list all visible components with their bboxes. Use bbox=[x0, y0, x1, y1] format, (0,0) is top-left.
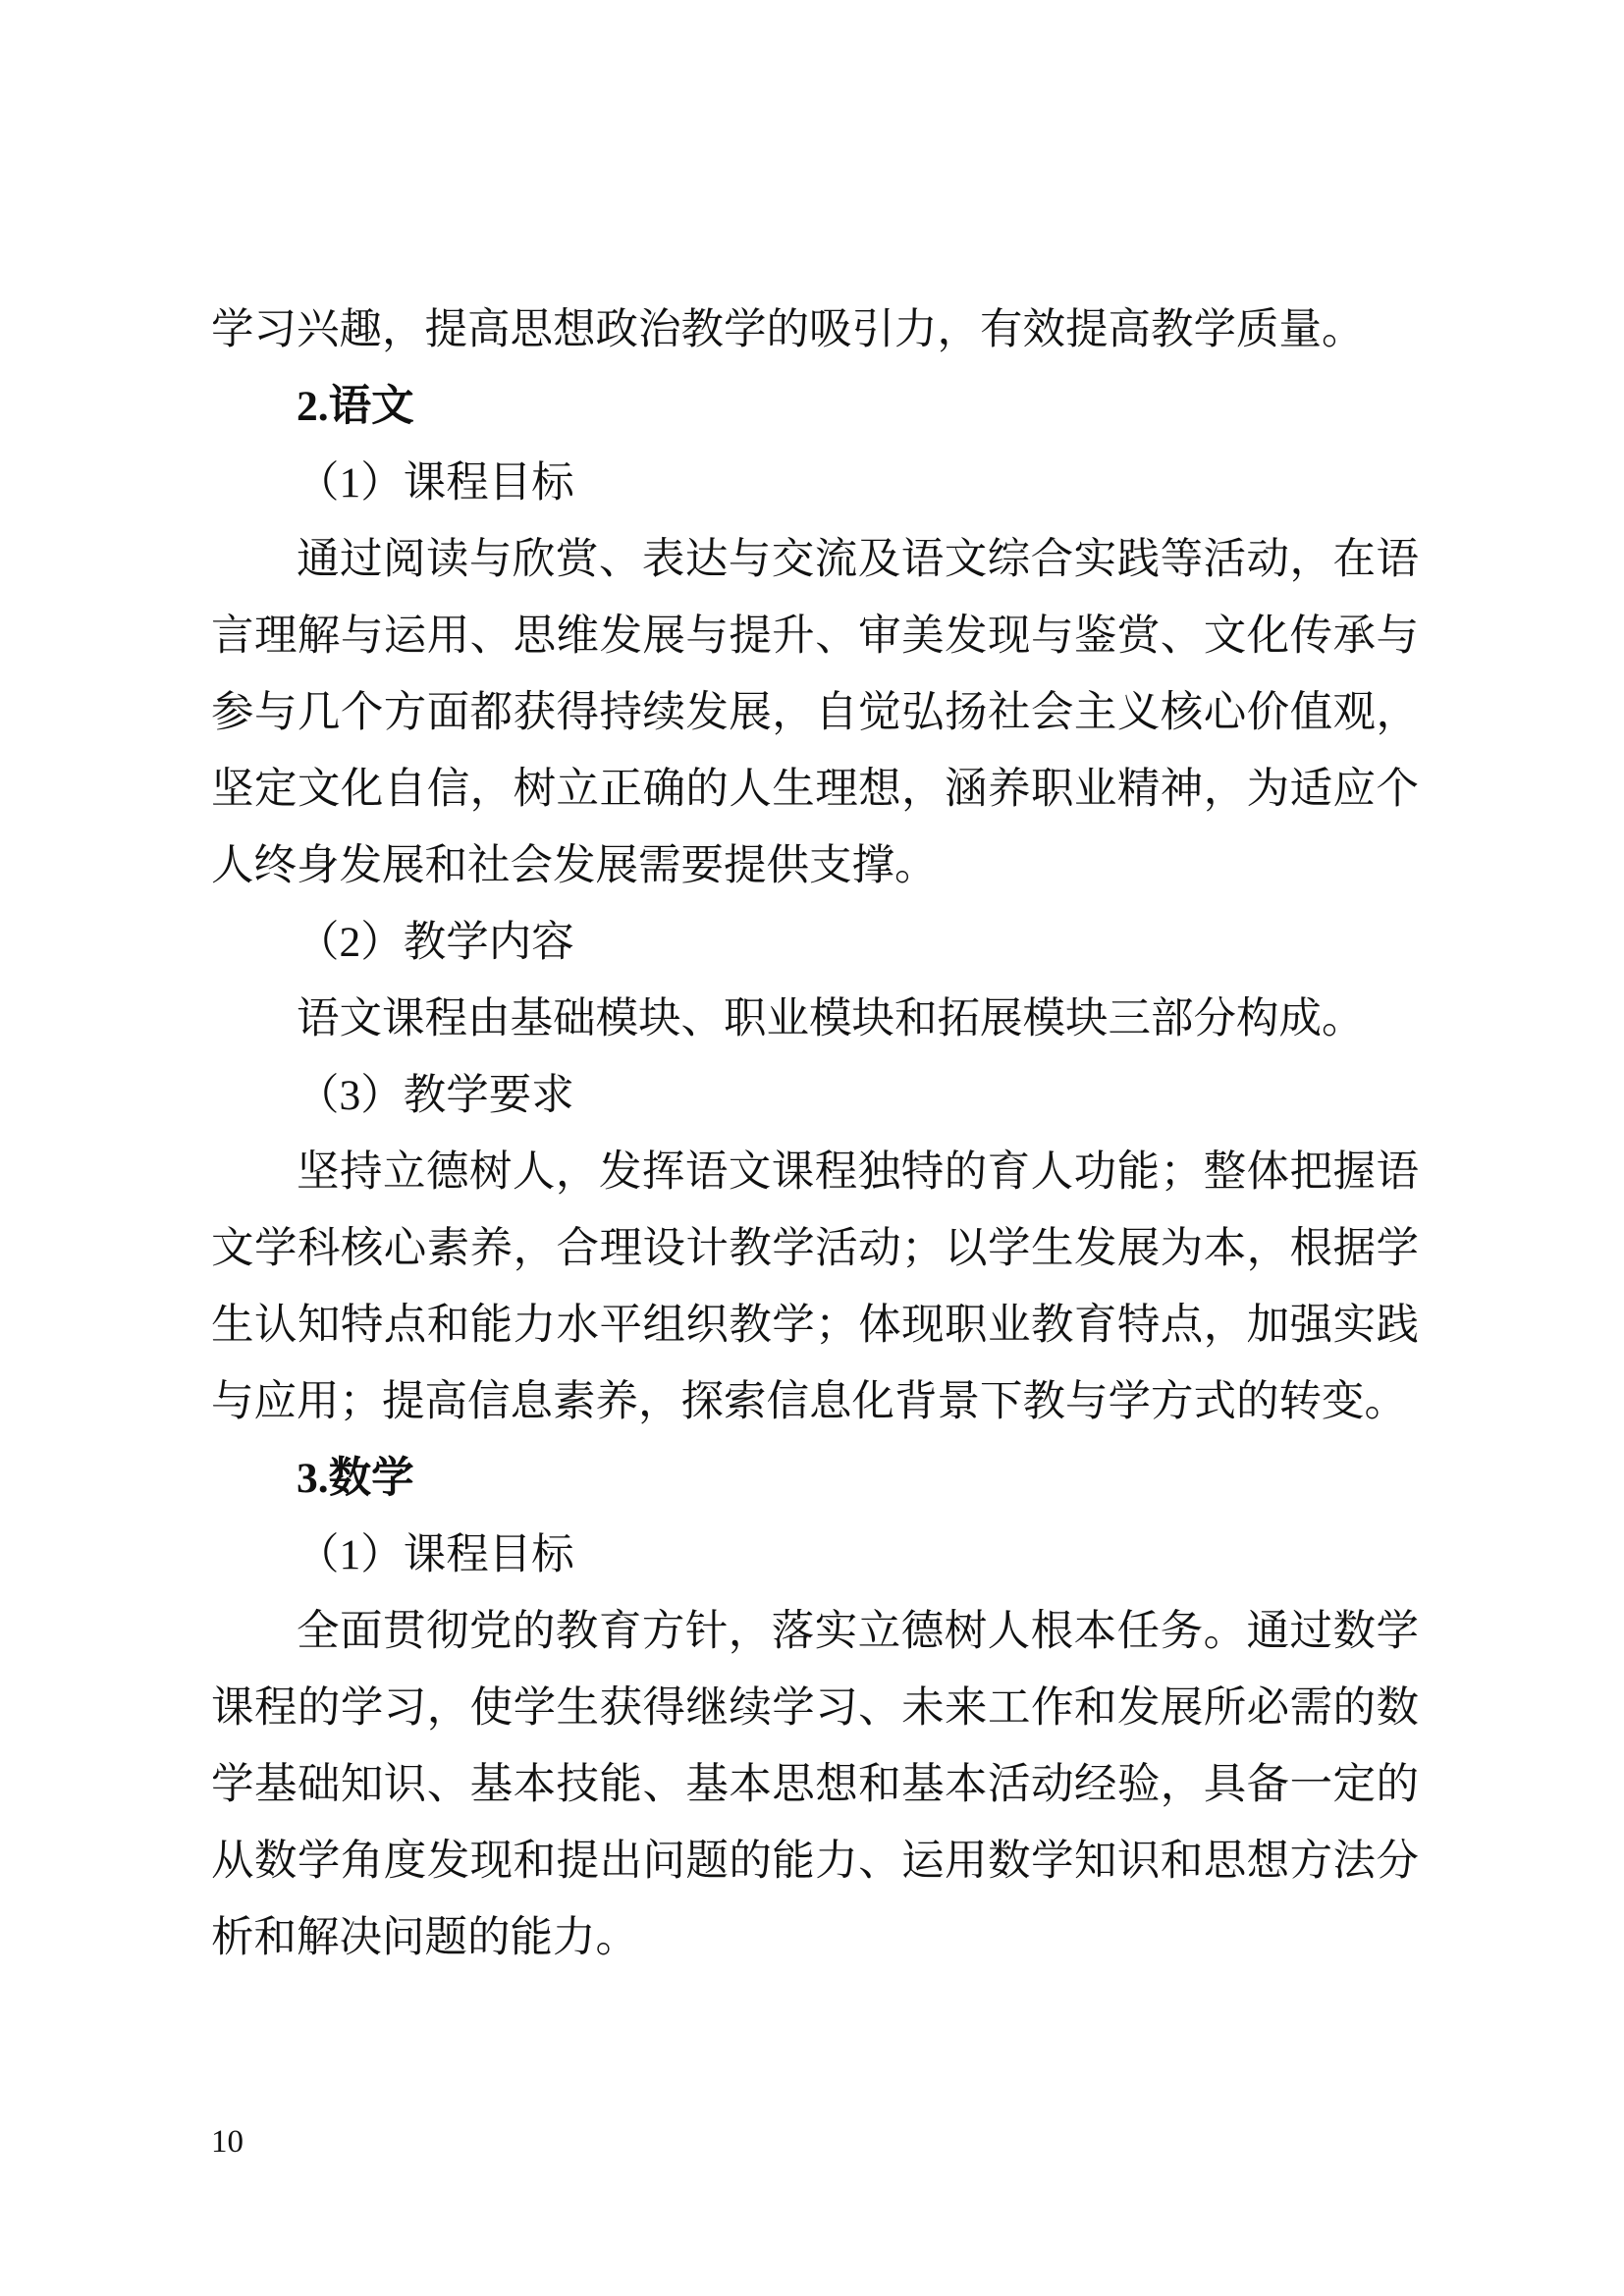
text-block bbox=[211, 292, 1419, 1976]
text-line: 坚持立德树人，发挥语文课程独特的育人功能；整体把握语 bbox=[297, 1148, 1419, 1196]
text-line: 从数学角度发现和提出问题的能力、运用数学知识和思想方法分 bbox=[211, 1838, 1419, 1885]
sub-heading: （3）教学要求 bbox=[297, 1072, 574, 1119]
text-line: 生认知特点和能力水平组织教学；体现职业教育特点，加强实践 bbox=[211, 1302, 1419, 1349]
sub-heading: （2）教学内容 bbox=[297, 919, 574, 966]
text-line: 人终身发展和社会发展需要提供支撑。 bbox=[211, 842, 938, 889]
text-line: 参与几个方面都获得持续发展，自觉弘扬社会主义核心价值观， bbox=[211, 689, 1419, 736]
text-line: 与应用；提高信息素养，探索信息化背景下教与学方式的转变。 bbox=[211, 1378, 1407, 1425]
sub-heading: （1）课程目标 bbox=[297, 459, 574, 507]
text-line: 学基础知识、基本技能、基本思想和基本活动经验，具备一定的 bbox=[211, 1761, 1419, 1808]
page-number: 10 bbox=[211, 2124, 244, 2160]
text-line: 学习兴趣，提高思想政治教学的吸引力，有效提高教学质量。 bbox=[211, 306, 1365, 353]
text-line: 析和解决问题的能力。 bbox=[211, 1914, 638, 1961]
text-line: 坚定文化自信，树立正确的人生理想，涵养职业精神，为适应个 bbox=[211, 766, 1419, 813]
text-line: 言理解与运用、思维发展与提升、审美发现与鉴赏、文化传承与 bbox=[211, 613, 1419, 660]
text-line: 课程的学习，使学生获得继续学习、未来工作和发展所必需的数 bbox=[211, 1684, 1419, 1732]
text-line: 全面贯彻党的教育方针，落实立德树人根本任务。通过数学 bbox=[297, 1608, 1419, 1655]
text-line: 通过阅读与欣赏、表达与交流及语文综合实践等活动，在语 bbox=[297, 536, 1419, 583]
section-heading: 2.语文 bbox=[297, 383, 414, 430]
text-line: 语文课程由基础模块、职业模块和拓展模块三部分构成。 bbox=[297, 995, 1365, 1042]
sub-heading: （1）课程目标 bbox=[297, 1531, 574, 1578]
text-line: 文学科核心素养，合理设计教学活动；以学生发展为本，根据学 bbox=[211, 1225, 1419, 1272]
section-heading: 3.数学 bbox=[297, 1455, 414, 1502]
